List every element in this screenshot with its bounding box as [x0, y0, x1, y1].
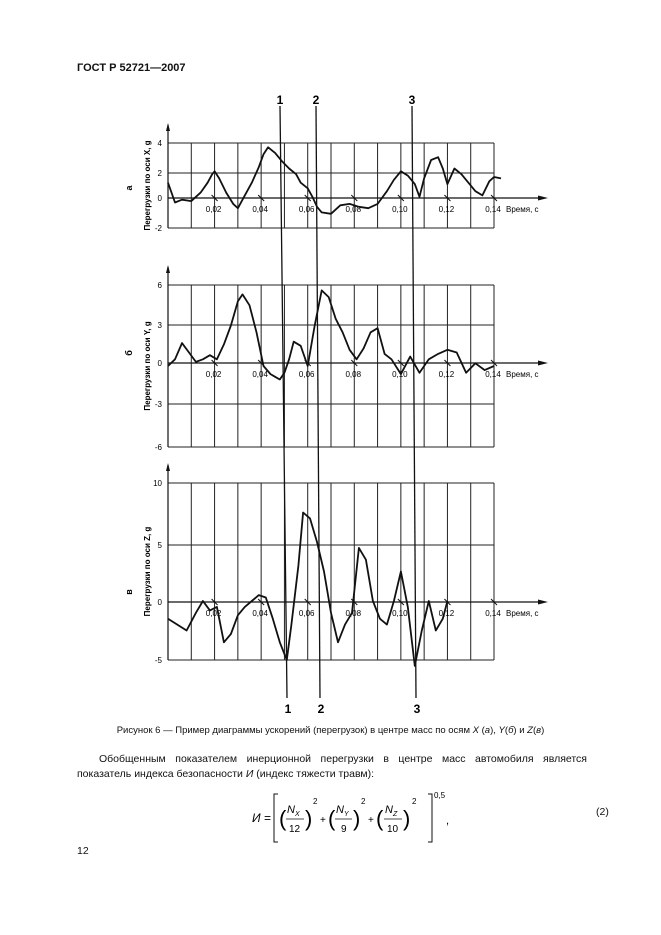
svg-text:N: N: [287, 804, 295, 816]
y-axis-label: Перегрузки по оси Y, g: [143, 321, 152, 411]
x-axis-arrow: [538, 600, 548, 605]
y-axis-arrow: [166, 123, 170, 131]
formula-plus-2: +: [368, 815, 374, 826]
x-tick-label: 0,10: [392, 609, 408, 618]
formula-lhs: И =: [252, 811, 271, 825]
page-header: ГОСТ Р 52721—2007: [77, 62, 186, 74]
x-tick-label: 0,14: [485, 205, 501, 214]
svg-text:2: 2: [361, 797, 366, 806]
svg-text:N: N: [385, 804, 393, 816]
x-tick-label: 0,10: [392, 370, 408, 379]
x-axis-label: Время, с: [506, 370, 539, 379]
formula-term-x: [279, 797, 318, 835]
y-tick-label: 6: [157, 281, 162, 290]
panel-letter: а: [124, 185, 134, 191]
series-line-X: [168, 147, 501, 214]
marker-label-bottom-3: 3: [413, 702, 421, 716]
svg-text:2: 2: [313, 797, 318, 806]
x-axis-label: Время, с: [506, 609, 539, 618]
y-tick-label: 0: [157, 194, 162, 203]
y-tick-label: -5: [154, 656, 162, 665]
x-tick-label: 0,10: [392, 205, 408, 214]
y-tick-label: 0: [157, 598, 162, 607]
svg-text:9: 9: [341, 824, 347, 835]
x-tick-label: 0,04: [252, 370, 268, 379]
x-tick-label: 0,14: [485, 609, 501, 618]
y-tick-label: -6: [154, 443, 162, 452]
marker-label-top-2: 2: [312, 93, 320, 107]
marker-line-1: [280, 106, 287, 698]
page-number: 12: [77, 845, 89, 857]
x-tick-label: 0,12: [438, 205, 455, 214]
formula-2: [250, 788, 450, 848]
svg-text:N: N: [336, 804, 344, 816]
svg-text:): ): [353, 806, 361, 831]
x-tick-label: 0,02: [205, 205, 222, 214]
x-tick-label: 0,06: [298, 205, 315, 214]
x-tick-label: 0,02: [205, 370, 222, 379]
svg-text:Y: Y: [344, 811, 349, 818]
panel-letter: в: [124, 589, 134, 595]
equation-number: (2): [596, 806, 609, 818]
x-axis-label: Время, с: [506, 205, 539, 214]
figure-caption: Рисунок 6 — Пример диаграммы ускорений (перегрузок) в центре масс по осям X (а), Y(б) и Z(в): [116, 725, 545, 736]
marker-line-3: [412, 106, 416, 698]
x-tick-label: 0,08: [345, 205, 362, 214]
formula-term-z: [376, 797, 417, 835]
svg-text:): ): [305, 806, 313, 831]
formula-outer-power: 0,5: [434, 791, 446, 800]
svg-text:Z: Z: [393, 811, 398, 818]
marker-label-bottom-2: 2: [317, 702, 325, 716]
x-axis-arrow: [538, 196, 548, 201]
y-tick-label: 3: [157, 321, 162, 330]
svg-text:10: 10: [387, 824, 399, 835]
formula-term-y: [328, 797, 366, 835]
chart-panel-a: [124, 123, 548, 233]
x-tick-label: 0,12: [438, 609, 455, 618]
svg-text:2: 2: [412, 797, 417, 806]
marker-line-2: [316, 106, 320, 698]
x-tick-label: 0,08: [345, 370, 362, 379]
x-tick-label: 0,06: [298, 609, 315, 618]
svg-text:(: (: [279, 806, 287, 831]
x-tick-label: 0,04: [252, 609, 268, 618]
y-axis-label: Перегрузки по оси X, g: [143, 140, 152, 231]
x-tick-label: 0,12: [438, 370, 455, 379]
y-tick-label: 0: [157, 359, 162, 368]
svg-text:): ): [403, 806, 411, 831]
formula-trailing: ,: [446, 815, 450, 827]
y-tick-label: -3: [154, 400, 162, 409]
svg-text:12: 12: [289, 824, 301, 835]
marker-label-bottom-1: 1: [284, 702, 292, 716]
formula-bracket-left: [274, 794, 278, 842]
x-tick-label: 0,06: [298, 370, 315, 379]
svg-text:(: (: [328, 806, 336, 831]
x-tick-label: 0,02: [205, 609, 222, 618]
body-paragraph: Обобщенным показателем инерционной перегрузки в центре масс автомобиля является показатель индекса безопасности И (индекс тяжести травм):: [77, 753, 587, 780]
y-axis-label: Перегрузки по оси Z, g: [143, 526, 152, 617]
x-tick-label: 0,04: [252, 205, 268, 214]
chart-panel-v: [124, 463, 548, 666]
x-tick-label: 0,14: [485, 370, 501, 379]
panel-letter: б: [124, 350, 134, 356]
marker-label-top-3: 3: [408, 93, 416, 107]
y-axis-arrow: [166, 463, 170, 471]
marker-label-top-1: 1: [276, 93, 284, 107]
formula-bracket-right: [428, 794, 432, 842]
y-axis-arrow: [166, 265, 170, 273]
svg-text:(: (: [376, 806, 384, 831]
y-tick-label: -2: [154, 224, 162, 233]
svg-text:X: X: [295, 811, 300, 818]
formula-plus-1: +: [320, 815, 326, 826]
y-tick-label: 5: [157, 541, 162, 550]
y-tick-label: 10: [153, 479, 162, 488]
y-tick-label: 4: [157, 139, 162, 148]
x-tick-label: 0,08: [345, 609, 362, 618]
chart-panel-b: [124, 265, 548, 452]
y-tick-label: 2: [157, 169, 162, 178]
x-axis-arrow: [538, 361, 548, 366]
